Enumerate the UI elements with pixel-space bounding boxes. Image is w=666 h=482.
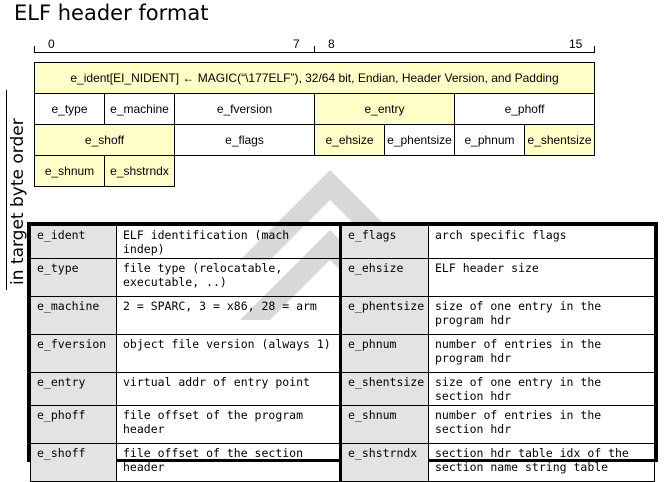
layout-cell-e_phentsize: e_phentsize — [384, 124, 455, 156]
field-description-cell: ELF identification (mach indep) — [117, 226, 341, 259]
field-description-cell: number of entries in the section hdr — [429, 406, 655, 444]
layout-cell-e_fversion: e_fversion — [174, 93, 315, 125]
field-name-cell: e_fversion — [31, 335, 117, 373]
field-name-cell: e_shentsize — [341, 373, 429, 406]
field-name-cell: e_shoff — [31, 444, 117, 482]
ruler-tick — [34, 46, 35, 53]
table-row — [31, 335, 655, 373]
ruler-tick — [594, 46, 595, 53]
table-row — [31, 226, 655, 259]
layout-cell-e_type: e_type — [34, 93, 105, 125]
layout-cell-e_entry: e_entry — [314, 93, 455, 125]
field-name-cell: e_flags — [341, 226, 429, 259]
field-description-cell: file offset of the section header — [117, 444, 341, 482]
diagram-title: ELF header format — [14, 1, 209, 25]
field-name-cell: e_machine — [31, 297, 117, 335]
layout-cell-e_phnum: e_phnum — [454, 124, 525, 156]
table-row — [31, 259, 655, 297]
layout-cell-e_ident: e_ident[EI_NIDENT] ← MAGIC(“\177ELF”), 32/64 bit, Endian, Header Version, and Padding — [34, 62, 595, 94]
bit-label-15: 15 — [569, 37, 583, 51]
layout-cell-e_ehsize: e_ehsize — [314, 124, 385, 156]
field-name-cell: e_phentsize — [341, 297, 429, 335]
field-description-cell: object file version (always 1) — [117, 335, 341, 373]
field-description-cell: section hdr table idx of the section name string table — [429, 444, 655, 482]
field-description-cell: size of one entry in the section hdr — [429, 373, 655, 406]
layout-cell-e_shnum: e_shnum — [34, 155, 105, 187]
table-row — [31, 406, 655, 444]
table-row — [31, 373, 655, 406]
field-name-cell: e_entry — [31, 373, 117, 406]
field-description-cell: arch specific flags — [429, 226, 655, 259]
field-name-cell: e_shnum — [341, 406, 429, 444]
field-name-cell: e_type — [31, 259, 117, 297]
field-description-cell: number of entries in the program hdr — [429, 335, 655, 373]
layout-cell-e_flags: e_flags — [174, 124, 315, 156]
byte-order-label: in target byte order — [8, 118, 28, 285]
field-description-cell: ELF header size — [429, 259, 655, 297]
table-row — [31, 297, 655, 335]
bit-label-8: 8 — [328, 37, 335, 51]
field-description-cell: file type (relocatable, executable, ..) — [117, 259, 341, 297]
byte-order-line — [6, 90, 7, 290]
field-description-cell: 2 = SPARC, 3 = x86, 28 = arm — [117, 297, 341, 335]
ruler-tick — [314, 46, 315, 53]
field-description-cell: size of one entry in the program hdr — [429, 297, 655, 335]
field-name-cell: e_ehsize — [341, 259, 429, 297]
layout-cell-e_shstrndx: e_shstrndx — [104, 155, 175, 187]
field-name-cell: e_phnum — [341, 335, 429, 373]
field-description-cell: virtual addr of entry point — [117, 373, 341, 406]
field-name-cell: e_shstrndx — [341, 444, 429, 482]
bit-label-7: 7 — [293, 37, 300, 51]
field-name-cell: e_ident — [31, 226, 117, 259]
layout-cell-e_machine: e_machine — [104, 93, 175, 125]
field-description-table — [27, 222, 658, 474]
layout-cell-e_shentsize: e_shentsize — [524, 124, 595, 156]
layout-cell-e_shoff: e_shoff — [34, 124, 175, 156]
field-name-cell: e_phoff — [31, 406, 117, 444]
bit-label-0: 0 — [48, 37, 55, 51]
layout-cell-e_phoff: e_phoff — [454, 93, 595, 125]
field-description-cell: file offset of the program header — [117, 406, 341, 444]
